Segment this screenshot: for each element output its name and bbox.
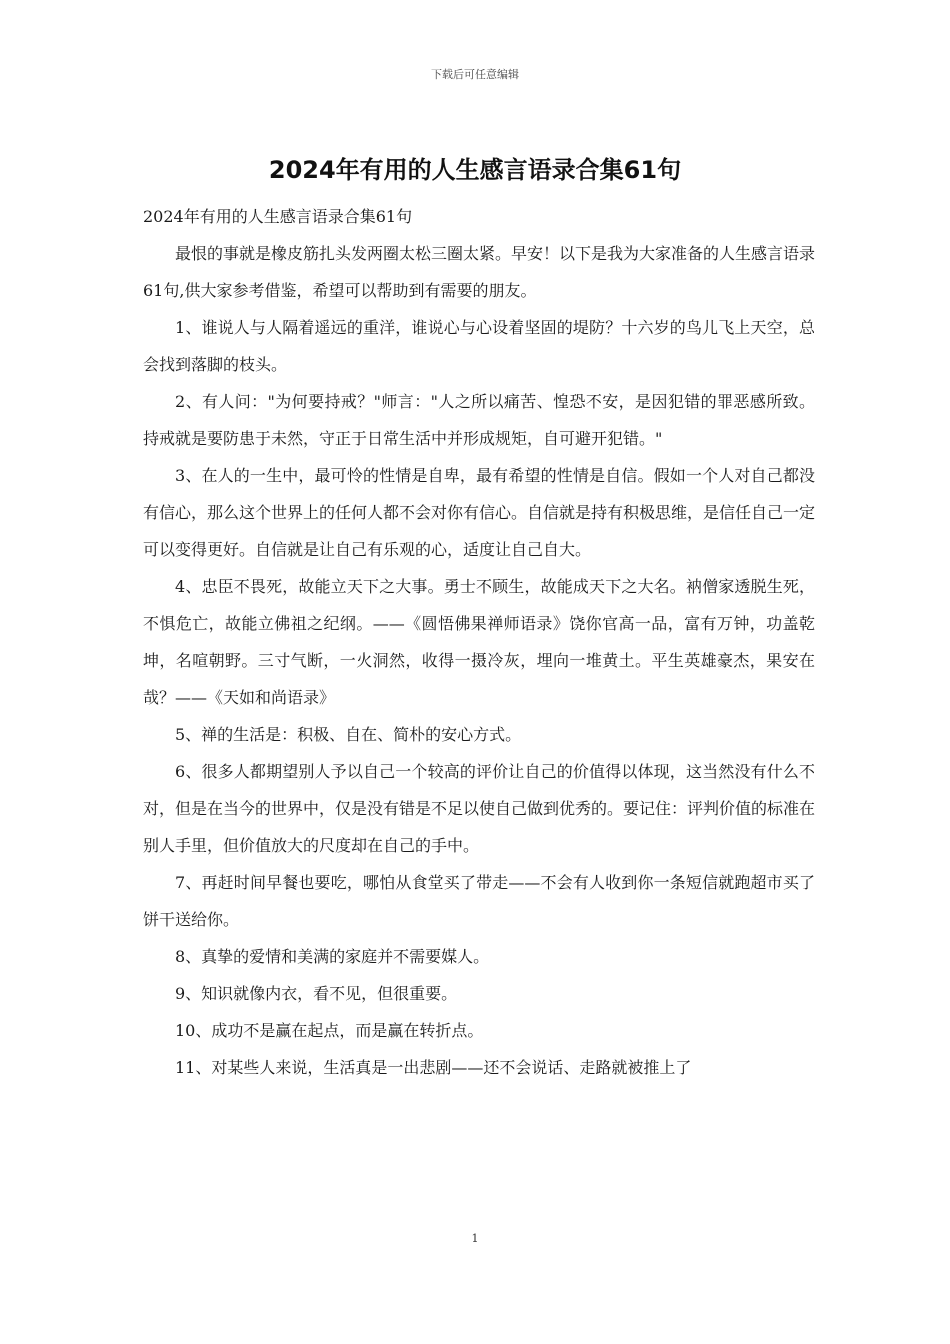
quote-paragraph-2: 2、有人问："为何要持戒？"师言："人之所以痛苦、惶恐不安，是因犯错的罪恶感所致。持戒就是要防患于未然，守正于日常生活中并形成规矩，自可避开犯错。" (143, 392, 815, 448)
page-number: 1 (471, 1232, 479, 1245)
quote-paragraph-4: 4、忠臣不畏死，故能立天下之大事。勇士不顾生，故能成天下之大名。衲僧家透脱生死，不惧危亡，故能立佛祖之纪纲。——《圆悟佛果禅师语录》饶你官高一品，富有万钟，功盖乾坤，名喧朝野。三寸气断，一火洞然，收得一摄冷灰，埋向一堆黄土。平生英雄豪杰，果安在哉？——《天如和尚语录》 (143, 577, 815, 707)
quote-paragraph-7: 7、再赶时间早餐也要吃，哪怕从食堂买了带走——不会有人收到你一条短信就跑超市买了饼干送给你。 (143, 873, 815, 929)
document-title: 2024年有用的人生感言语录合集61句 (268, 156, 682, 184)
quote-paragraph-6: 6、很多人都期望别人予以自己一个较高的评价让自己的价值得以体现，这当然没有什么不对，但是在当今的世界中，仅是没有错是不足以使自己做到优秀的。要记住：评判价值的标准在别人手里，但价值放大的尺度却在自己的手中。 (143, 762, 816, 855)
document-subtitle: 2024年有用的人生感言语录合集61句 (143, 207, 413, 226)
header-note: 下载后可任意编辑 (431, 68, 519, 81)
quote-paragraph-1: 1、谁说人与人隔着遥远的重洋，谁说心与心设着坚固的堤防？十六岁的鸟儿飞上天空，总会找到落脚的枝头。 (143, 318, 815, 374)
quote-paragraph-3: 3、在人的一生中，最可怜的性情是自卑，最有希望的性情是自信。假如一个人对自己都没有信心，那么这个世界上的任何人都不会对你有信心。自信就是持有积极思维，是信任自己一定可以变得更好。自信就是让自己有乐观的心，适度让自己自大。 (143, 466, 816, 559)
quote-paragraph-10: 10、成功不是赢在起点，而是赢在转折点。 (175, 1021, 484, 1040)
intro-paragraph: 最恨的事就是橡皮筋扎头发两圈太松三圈太紧。早安！以下是我为大家准备的人生感言语录61句,供大家参考借鉴，希望可以帮助到有需要的朋友。 (143, 244, 816, 300)
quote-paragraph-11: 11、对某些人来说，生活真是一出悲剧——还不会说话、走路就被推上了 (175, 1058, 692, 1077)
document-body (143, 198, 815, 1086)
quote-paragraph-9: 9、知识就像内衣，看不见，但很重要。 (175, 984, 458, 1003)
quote-paragraph-5: 5、禅的生活是：积极、自在、简朴的安心方式。 (175, 725, 522, 744)
quote-paragraph-8: 8、真挚的爱情和美满的家庭并不需要媒人。 (175, 947, 490, 966)
